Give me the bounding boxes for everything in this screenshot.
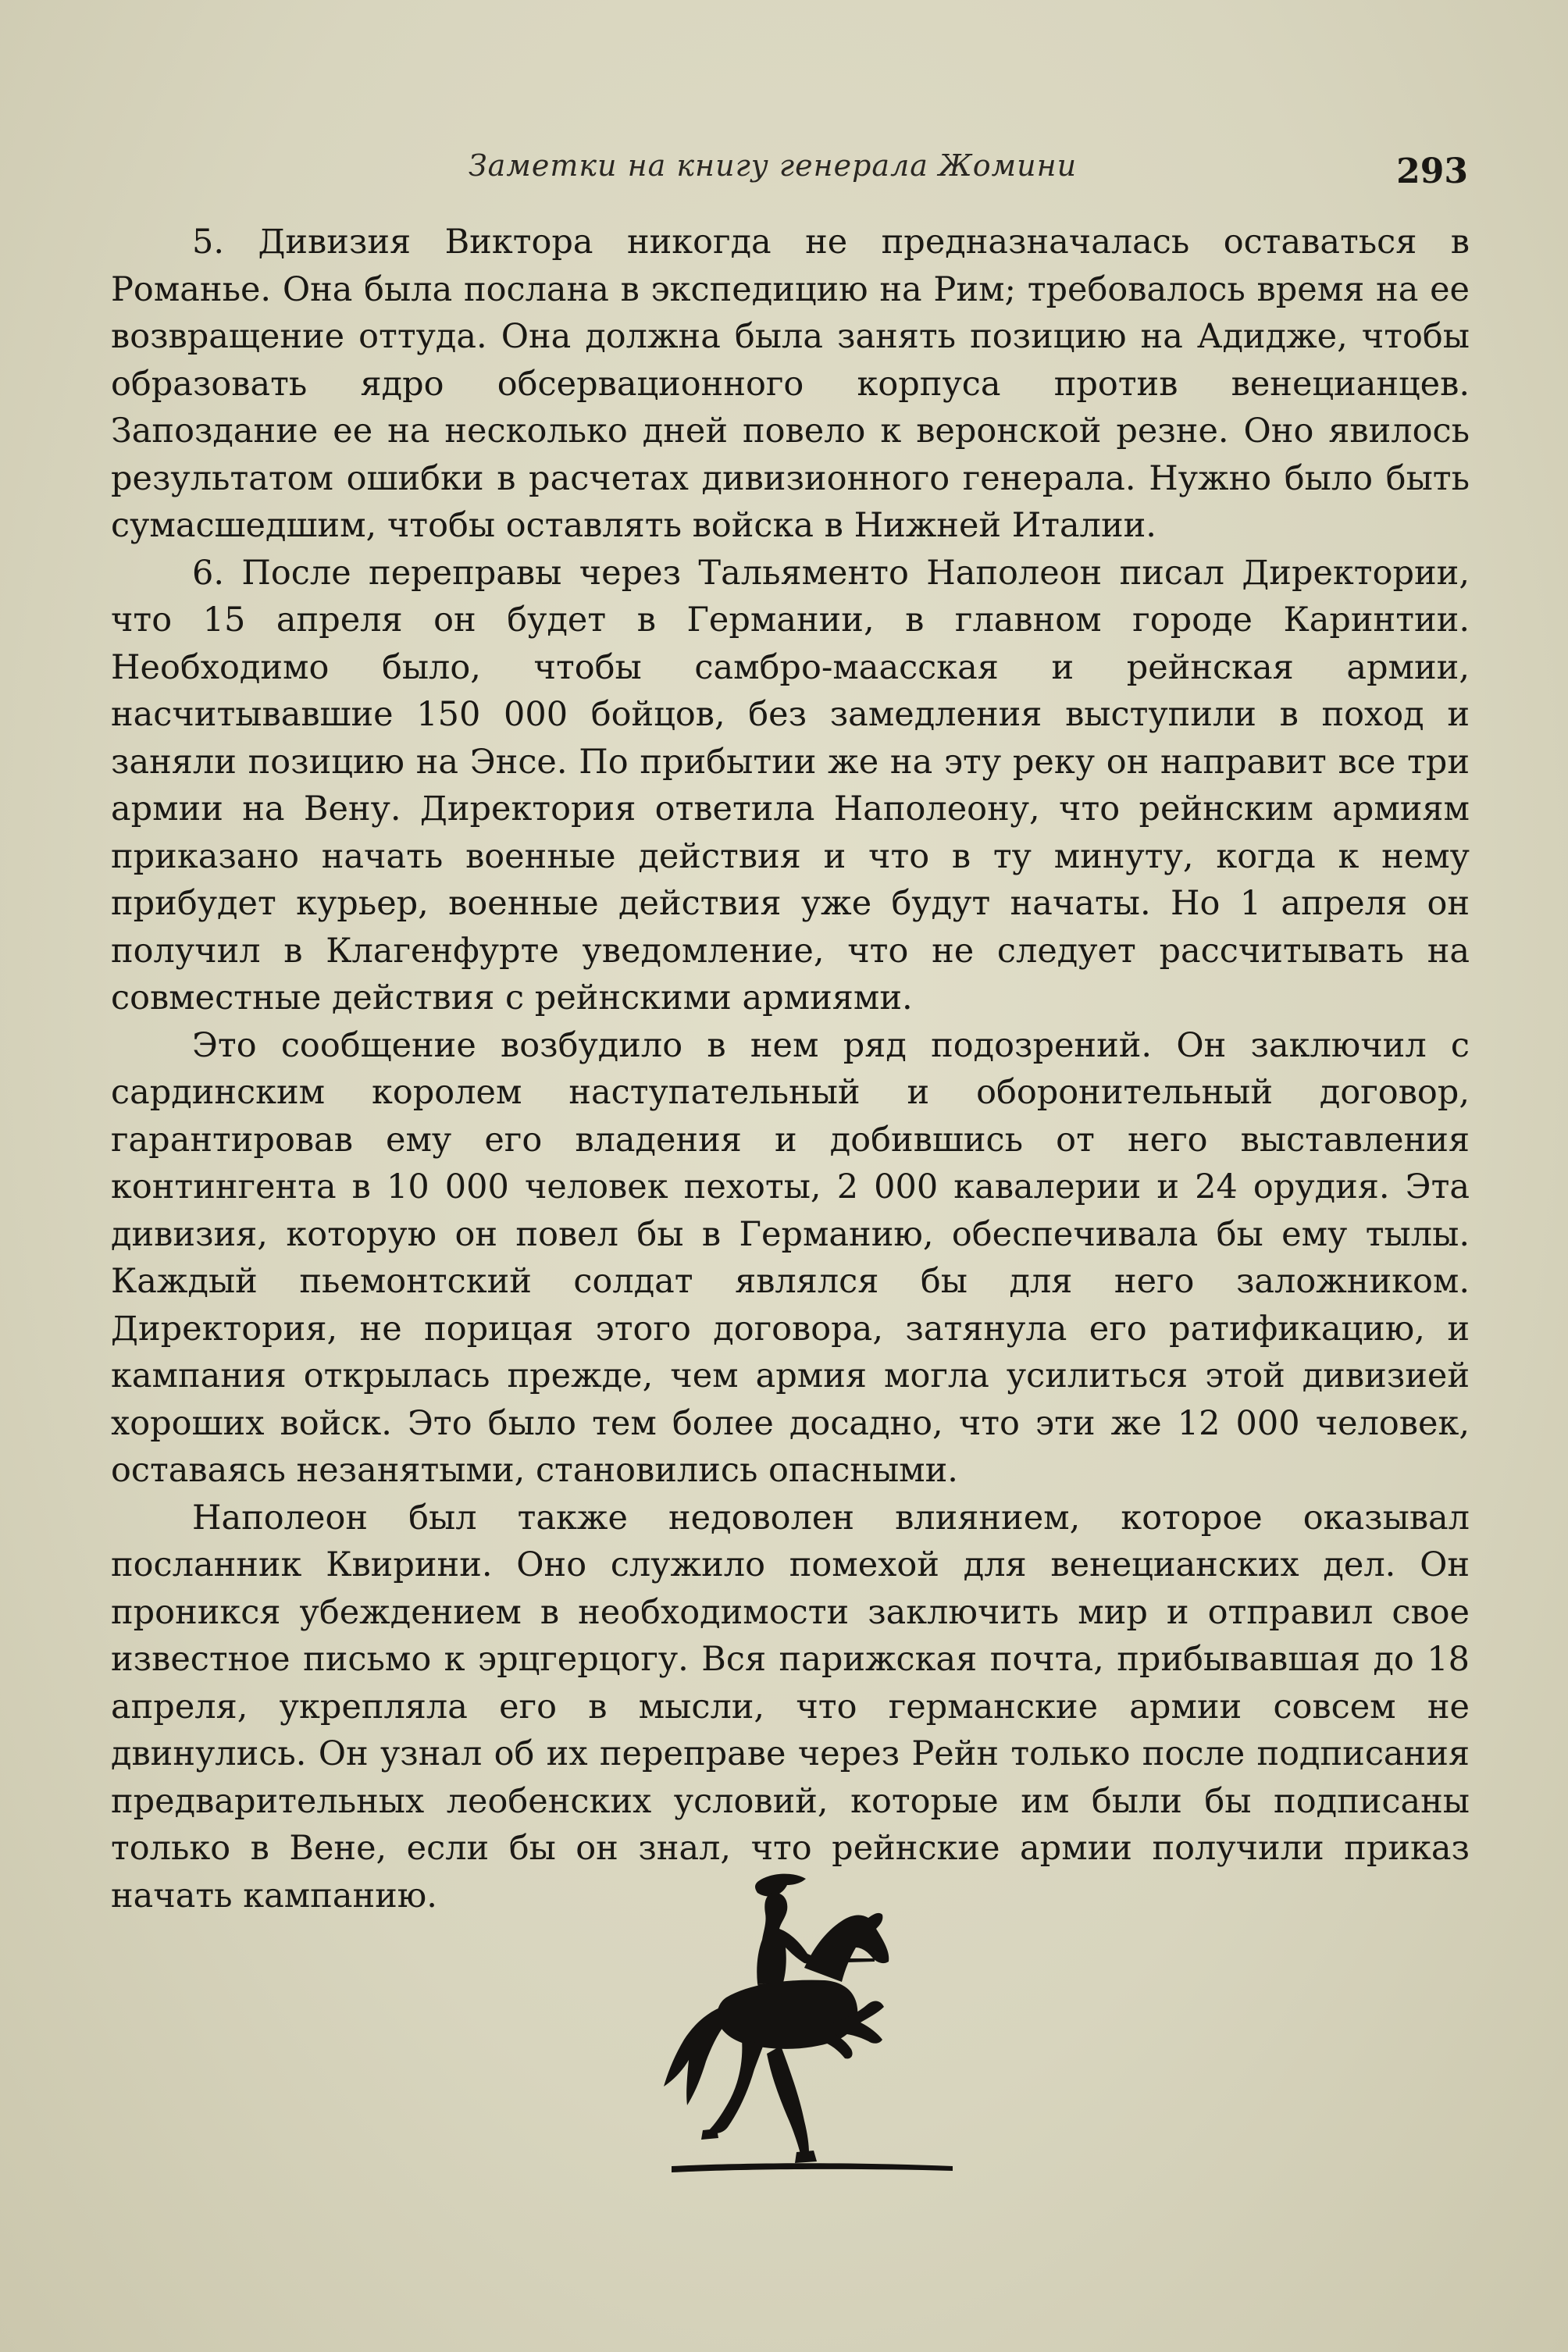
paragraph-5: 5. Дивизия Виктора никогда не предназначалась оставаться в Романье. Она была послана в экспедицию на Рим; требовалось время на ее возвращение оттуда. Она должна была занять позицию на Адидже, чтобы образовать ядро обсервационного корпуса против венецианцев. Запоздание ее на несколько дней повело к веронской резне. Оно явилось результатом ошибки в расчетах дивизионного генерала. Нужно было быть сумасшедшим, чтобы оставлять войска в Нижней Италии. [111, 223, 1470, 545]
body-text [111, 219, 1470, 1919]
running-title: Заметки на книгу генерала Жомини [469, 148, 1078, 183]
paragraph-6: 6. После переправы через Тальяменто Наполеон писал Директории, что 15 апреля он будет в Германии, в главном городе Каринтии. Необходимо было, чтобы самбро-маасская и рейнская армии, насчитывавшие 150 000 бойцов, без замедления выступили в поход и заняли позицию на Энсе. По прибытии же на эту реку он направит все три армии на Вену. Директория ответила Наполеону, что рейнским армиям приказано начать военные действия и что в ту минуту, когда к нему прибудет курьер, военные действия уже будут начаты. Но 1 апреля он получил в Клагенфурте уведомление, что не следует рассчитывать на совместные действия с рейнскими армиями. [111, 553, 1470, 1017]
paragraph-message: Это сообщение возбудило в нем ряд подозрений. Он заключил с сардинским королем наступательный и оборонительный договор, гарантировав ему его владения и добившись от него выставления контингента в 10 000 человек пехоты, 2 000 кавалерии и 24 орудия. Эта дивизия, которую он повел бы в Германию, обеспечивала бы ему тылы. Каждый пьемонтский солдат являлся бы для него заложником. Директория, не порицая этого договора, затянула его ратификацию, и кампания открылась прежде, чем армия могла усилиться этой дивизией хороших войск. Это было тем более досадно, что эти же 12 000 человек, оставаясь незанятыми, становились опасными. [111, 1025, 1470, 1490]
page-number: 293 [1396, 151, 1468, 191]
running-head [109, 148, 1468, 195]
paragraph-napoleon: Наполеон был также недоволен влиянием, которое оказывал посланник Квирини. Оно служило помехой для венецианских дел. Он проникся убеждением в необходимости заключить мир и отправил свое известное письмо к эрцгерцогу. Вся парижская почта, прибывавшая до 18 апреля, укрепляла его в мысли, что германские армии совсем не двинулись. Он узнал об их переправе через Рейн только после подписания предварительных леобенских условий, которые им были бы подписаны только в Вене, если бы он знал, что рейнские армии получили приказ начать кампанию. [111, 1498, 1470, 1915]
horseman-silhouette-icon [640, 1866, 968, 2210]
